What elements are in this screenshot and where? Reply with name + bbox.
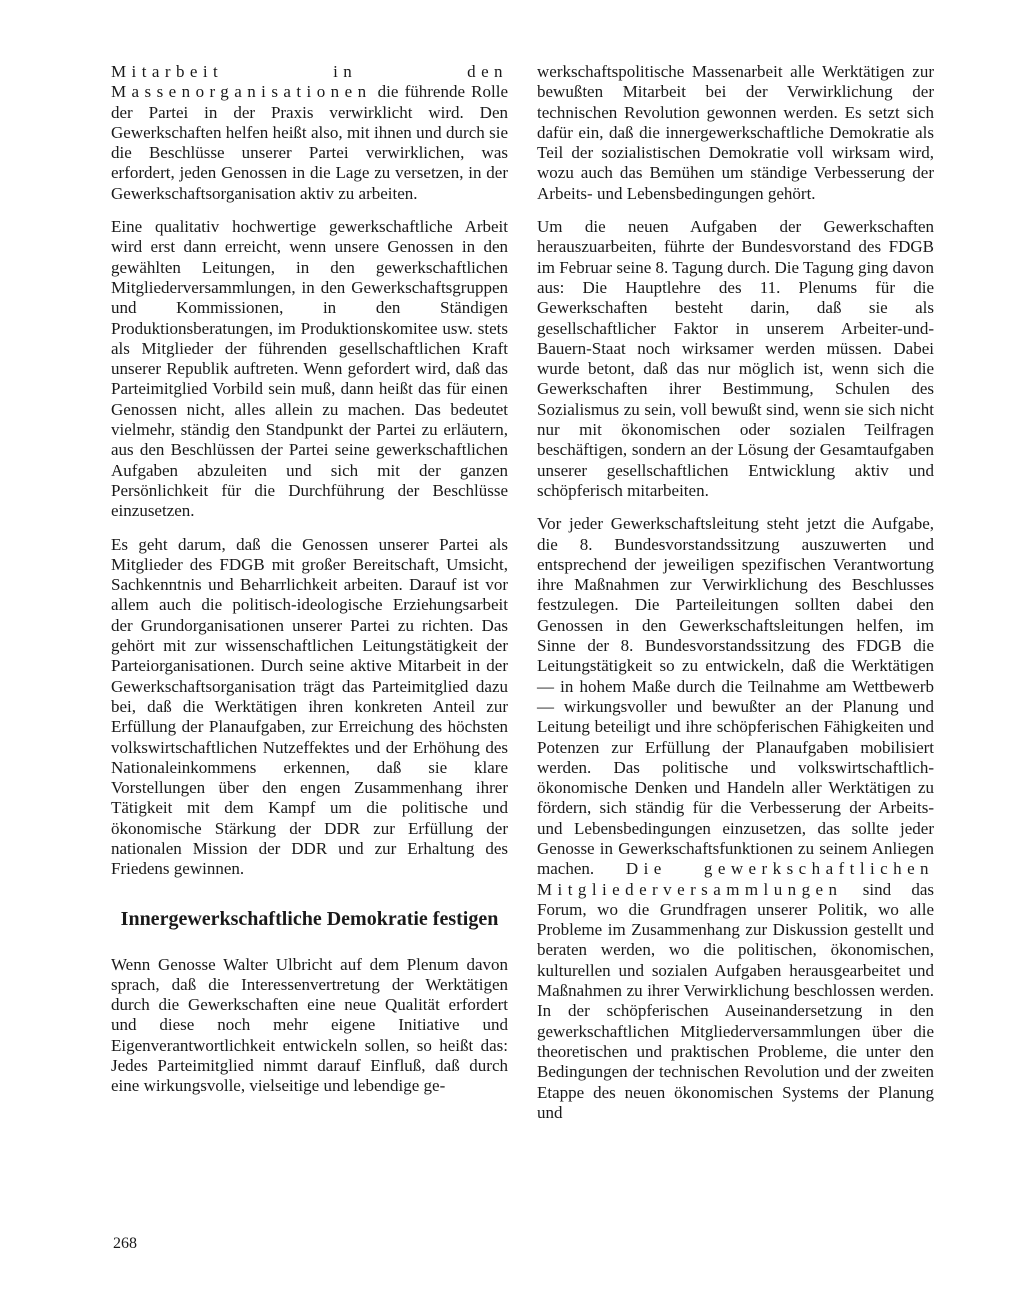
paragraph-text: Vor jeder Gewerkschaftsleitung steht jetzt die Aufgabe, die 8. Bundesvorstandssitzung auszuwerten und entsprechend der jeweiligen spezifischen Verantwortung ihre Maßnahmen zur Verwirklichung des Beschlusses festzulegen. Die Parteileitungen sollten dabei den Genossen in den Gewerkschaftsleitungen helfen, im Sinne der 8. Bundesvorstandssitzung des FDGB die Leitungstätigkeit so zu entwickeln, daß die Werktätigen — in hohem Maße durch die Teilnahme am Wettbewerb — wirkungsvoller und bewußter an der Planung und Leitung beteiligt und ihre schöpferischen Fähigkeiten und Potenzen zur Erfüllung der Planaufgaben mobilisiert werden. Das politische und volkswirtschaftlich-ökonomische Denken und Handeln aller Werktätigen zu fördern, sich ständig für die Verbesserung der Arbeits- und Lebensbedingungen einzusetzen, das sollte jeder Genosse in Gewerkschaftsfunktionen zu seinem Anliegen machen. <box>537 514 934 879</box>
emphasized-text: Mitarbeit in den Massenorganisationen <box>111 62 508 102</box>
paragraph: Eine qualitativ hochwertige gewerkschaftliche Arbeit wird erst dann erreicht, wenn unsere Genossen in den gewählten Leitungen, in den gewerkschaftlichen Mitgliederversammlungen, in den Gewerkschaftsgruppen und Kommissionen, in den Ständigen Produktionsberatungen, im Produktionskomitee usw. stets als Mitglieder der führenden gesellschaftlichen Kraft unserer Republik auftreten. Wenn gefordert wird, daß das Parteimitglied Vorbild sein muß, dann heißt das für einen Genossen nicht, alles allein zu machen. Das bedeutet vielmehr, ständig den Standpunkt der Partei zu erläutern, aus den Beschlüssen der Partei seine gewerkschaftlichen Aufgaben abzuleiten und sich mit der ganzen Persönlichkeit für die Durchführung der Beschlüsse einzusetzen. <box>111 217 508 521</box>
paragraph <box>537 514 934 1123</box>
section-heading: Innergewerkschaftliche Demokratie festigen <box>120 907 499 930</box>
paragraph-text: die führende Rolle der Partei in der Praxis verwirklicht wird. Den Gewerkschaften helfen heißt also, mit ihnen und durch sie die Beschlüsse unserer Partei verwirklichen, was erfordert, jeden Genossen in die Lage zu versetzen, in der Gewerkschaftsorganisation aktiv zu arbeiten. <box>111 82 508 203</box>
page-number: 268 <box>113 1235 137 1252</box>
left-column <box>111 62 508 1110</box>
right-column <box>537 62 934 1136</box>
paragraph <box>111 62 508 204</box>
paragraph-text: sind das Forum, wo die Grundfragen unserer Politik, wo alle Probleme im Zusammenhang zur Diskussion gestellt und beraten werden, wo die politischen, ökonomischen, kulturellen und sozialen Aufgaben herausgearbeitet und Maßnahmen zu ihrer Verwirklichung beschlossen werden. In der schöpferischen Auseinandersetzung in den gewerkschaftlichen Mitgliederversammlungen über die theoretischen und praktischen Probleme, die unter den Bedingungen der technischen Revolution und der zweiten Etappe des neuen ökonomischen Systems der Planung und <box>537 879 934 1122</box>
emphasized-text: Die gewerkschaftlichen Mitgliederversammlungen <box>537 859 934 899</box>
paragraph: Wenn Genosse Walter Ulbricht auf dem Plenum davon sprach, daß die Interessenvertretung der Werktätigen durch die Gewerkschaften eine neue Qualität erfordert und diese noch mehr eigene Initiative und Eigenverantwortlichkeit entwickeln sollen, so heißt das: Jedes Parteimitglied nimmt darauf Einfluß, daß durch eine wirkungsvolle, vielseitige und lebendige ge- <box>111 954 508 1096</box>
paragraph: Es geht darum, daß die Genossen unserer Partei als Mitglieder des FDGB mit großer Bereitschaft, Umsicht, Sachkenntnis und Beharrlichkeit arbeiten. Darauf ist vor allem auch die politisch-ideologische Erziehungsarbeit der Grundorganisationen unserer Partei zu richten. Das gehört mit zur wissenschaftlichen Leitungstätigkeit der Parteiorganisationen. Durch seine aktive Mitarbeit in der Gewerkschaftsorganisation trägt das Parteimitglied dazu bei, daß die Werktätigen ihren konkreten Anteil zur Erfüllung der Planaufgaben, zur Erreichung des höchsten volkswirtschaftlichen Nutzeffektes und der Erhöhung des Nationaleinkommens erkennen, daß sie klare Vorstellungen über den engen Zusammenhang ihrer Tätigkeit mit dem Kampf um die politische und ökonomische Stärkung der DDR zur Erfüllung der nationalen Mission der DDR und zur Erhaltung des Friedens gewinnen. <box>111 534 508 879</box>
paragraph: werkschaftspolitische Massenarbeit alle Werktätigen zur bewußten Mitarbeit bei der Verwirklichung der technischen Revolution gewonnen werden. Es setzt sich dafür ein, daß die innergewerkschaftliche Demokratie als Teil der sozialistischen Demokratie voll wirksam wird, wozu auch das Bemühen um ständige Verbesserung der Arbeits- und Lebensbedingungen gehört. <box>537 62 934 203</box>
paragraph: Um die neuen Aufgaben der Gewerkschaften herauszuarbeiten, führte der Bundesvorstand des FDGB im Februar seine 8. Tagung durch. Die Tagung ging davon aus: Die Hauptlehre des 11. Plenums für die Gewerkschaften besteht darin, daß sie als gesellschaftlicher Faktor in unserem Arbeiter-und-Bauern-Staat noch wirksamer werden müssen. Dabei wurde betont, daß das nur möglich ist, wenn sich die Gewerkschaften ihrer Bestimmung, Schulen des Sozialismus zu sein, voll bewußt sind, wenn sie sich nicht nur mit ökonomischen oder sozialen Teilfragen beschäftigen, sondern an der Lösung der Gesamtaufgaben unserer gesellschaftlichen Entwicklung aktiv und schöpferisch mitarbeiten. <box>537 217 934 500</box>
